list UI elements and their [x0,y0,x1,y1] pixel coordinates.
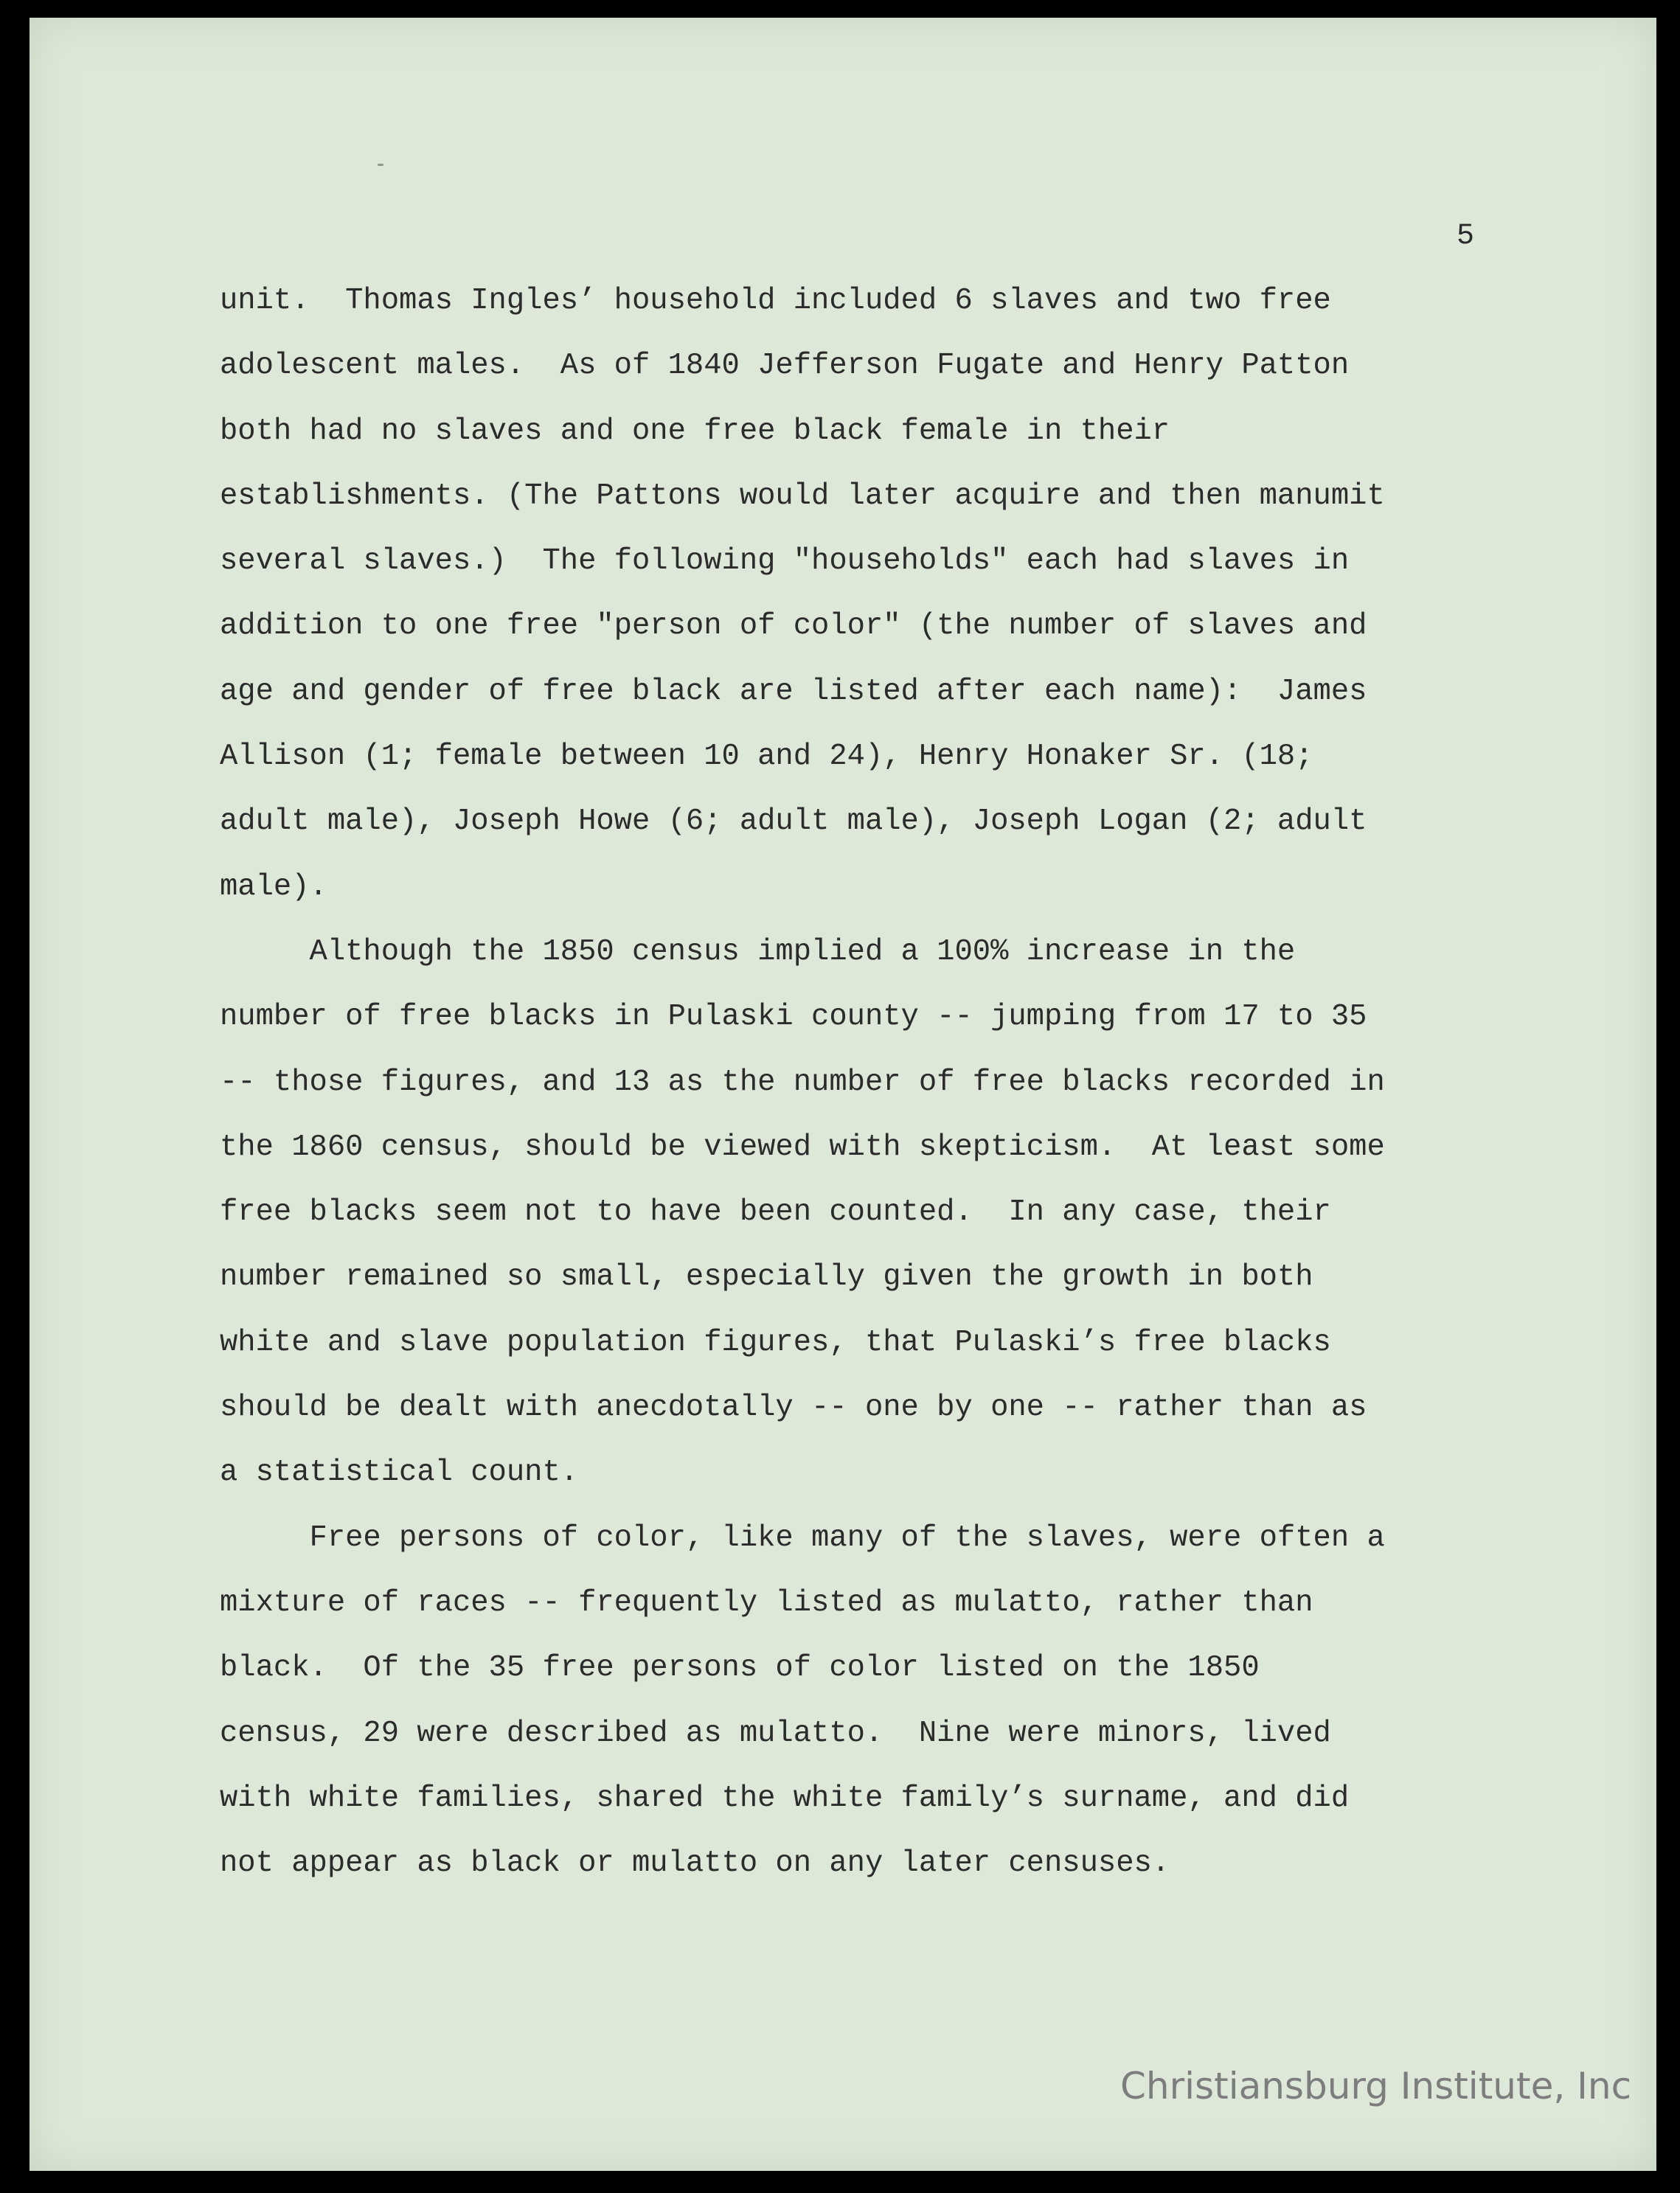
text-line: male). [220,869,327,904]
watermark-text: Christiansburg Institute, Inc [1120,2065,1632,2107]
text-line: Allison (1; female between 10 and 24), Henry Honaker Sr. (18; [220,740,1313,774]
text-line: number remained so small, especially given the growth in both [220,1260,1313,1295]
text-line: both had no slaves and one free black female in their [220,414,1170,448]
text-line: a statistical count. [220,1456,579,1490]
text-line: Although the 1850 census implied a 100% increase in the [220,934,1296,969]
text-line: age and gender of free black are listed after each name): James [220,674,1367,709]
text-line: adolescent males. As of 1840 Jefferson Fugate and Henry Patton [220,349,1350,383]
text-line: establishments. (The Pattons would later acquire and then manumit [220,479,1385,513]
text-line: not appear as black or mulatto on any later censuses. [220,1846,1170,1881]
text-line: white and slave population figures, that Pulaski’s free blacks [220,1325,1331,1360]
page-number: 5 [1457,220,1475,253]
text-line: mixture of races -- frequently listed as mulatto, rather than [220,1585,1313,1620]
text-line: free blacks seem not to have been counted. In any case, their [220,1195,1331,1230]
text-line: the 1860 census, should be viewed with skepticism. At least some [220,1130,1385,1164]
text-line: several slaves.) The following "households" each had slaves in [220,544,1350,579]
text-line: census, 29 were described as mulatto. Nine were minors, lived [220,1716,1331,1751]
text-line: addition to one free "person of color" (the number of slaves and [220,609,1367,644]
text-line: number of free blacks in Pulaski county -- jumping from 17 to 35 [220,1000,1367,1035]
text-line: adult male), Joseph Howe (6; adult male), Joseph Logan (2; adult [220,804,1367,839]
text-line: Free persons of color, like many of the slaves, were often a [220,1520,1385,1555]
text-line: unit. Thomas Ingles’ household included 6 slaves and two free [220,284,1331,318]
text-line: black. Of the 35 free persons of color listed on the 1850 [220,1651,1260,1686]
body-text [220,268,1488,1896]
text-line: should be dealt with anecdotally -- one by one -- rather than as [220,1391,1367,1425]
paper-speck [378,164,383,166]
text-line: with white families, shared the white family’s surname, and did [220,1781,1350,1815]
text-line: -- those figures, and 13 as the number of free blacks recorded in [220,1065,1385,1099]
